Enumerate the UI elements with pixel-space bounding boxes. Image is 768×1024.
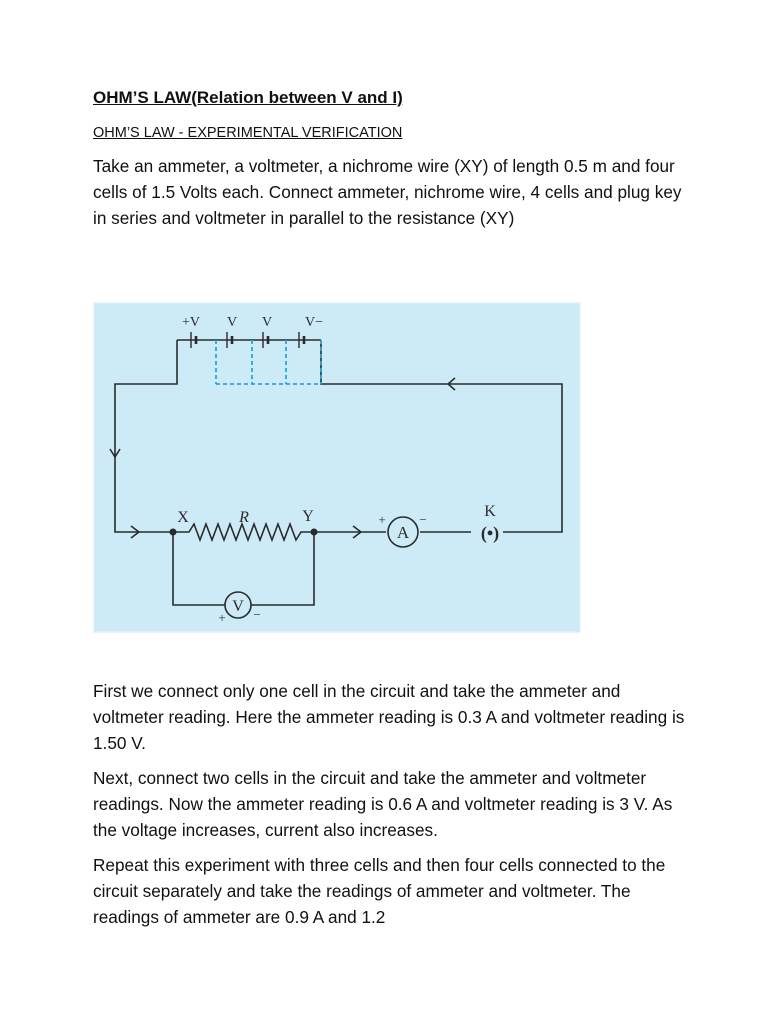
paragraph-one-cell: First we connect only one cell in the circuit and take the ammeter and voltmeter reading. Here the ammeter reading is 0.3 A and voltmeter reading is 1.50 V.	[93, 681, 685, 753]
plug-key-symbol: (•)	[480, 523, 500, 543]
ammeter-minus: −	[419, 512, 427, 527]
voltmeter-plus: +	[218, 610, 226, 625]
battery-label-2: V	[226, 315, 238, 330]
ammeter-plus: +	[378, 512, 386, 527]
paragraph-intro: Take an ammeter, a voltmeter, a nichrome wire (XY) of length 0.5 m and four cells of 1.5 Volts each. Connect ammeter, nichrome wire, 4 cells and plug key in series and voltmeter in parallel to the resistance (XY)	[93, 156, 682, 228]
junction-x	[170, 529, 177, 536]
paragraph-more-cells: Repeat this experiment with three cells and then four cells connected to the circuit separately and take the readings of ammeter and voltmeter. The readings of ammeter are 0.9 A and 1.2	[93, 855, 666, 927]
circuit-diagram-svg	[93, 302, 581, 633]
diagram-background	[93, 302, 581, 633]
junction-y	[311, 529, 318, 536]
node-label-y: Y	[302, 508, 314, 525]
voltmeter-minus: −	[253, 607, 261, 622]
node-label-r: R	[239, 509, 249, 526]
battery-label-3: V	[261, 315, 273, 330]
node-label-x: X	[177, 509, 189, 526]
section-subtitle: OHM’S LAW - EXPERIMENTAL VERIFICATION	[93, 125, 403, 141]
paragraph-two-cells: Next, connect two cells in the circuit and take the ammeter and voltmeter readings. Now the ammeter reading is 0.6 A and voltmeter reading is 3 V. As the voltage increases, current also increases.	[93, 768, 673, 840]
page-title: OHM’S LAW(Relation between V and I)	[93, 88, 403, 107]
battery-label-4: V−	[304, 315, 324, 330]
circuit-diagram	[93, 302, 581, 633]
ammeter-label: A	[396, 523, 410, 542]
node-label-k: K	[484, 503, 496, 520]
voltmeter-label: V	[232, 598, 244, 615]
battery-label-1: +V	[181, 315, 201, 330]
